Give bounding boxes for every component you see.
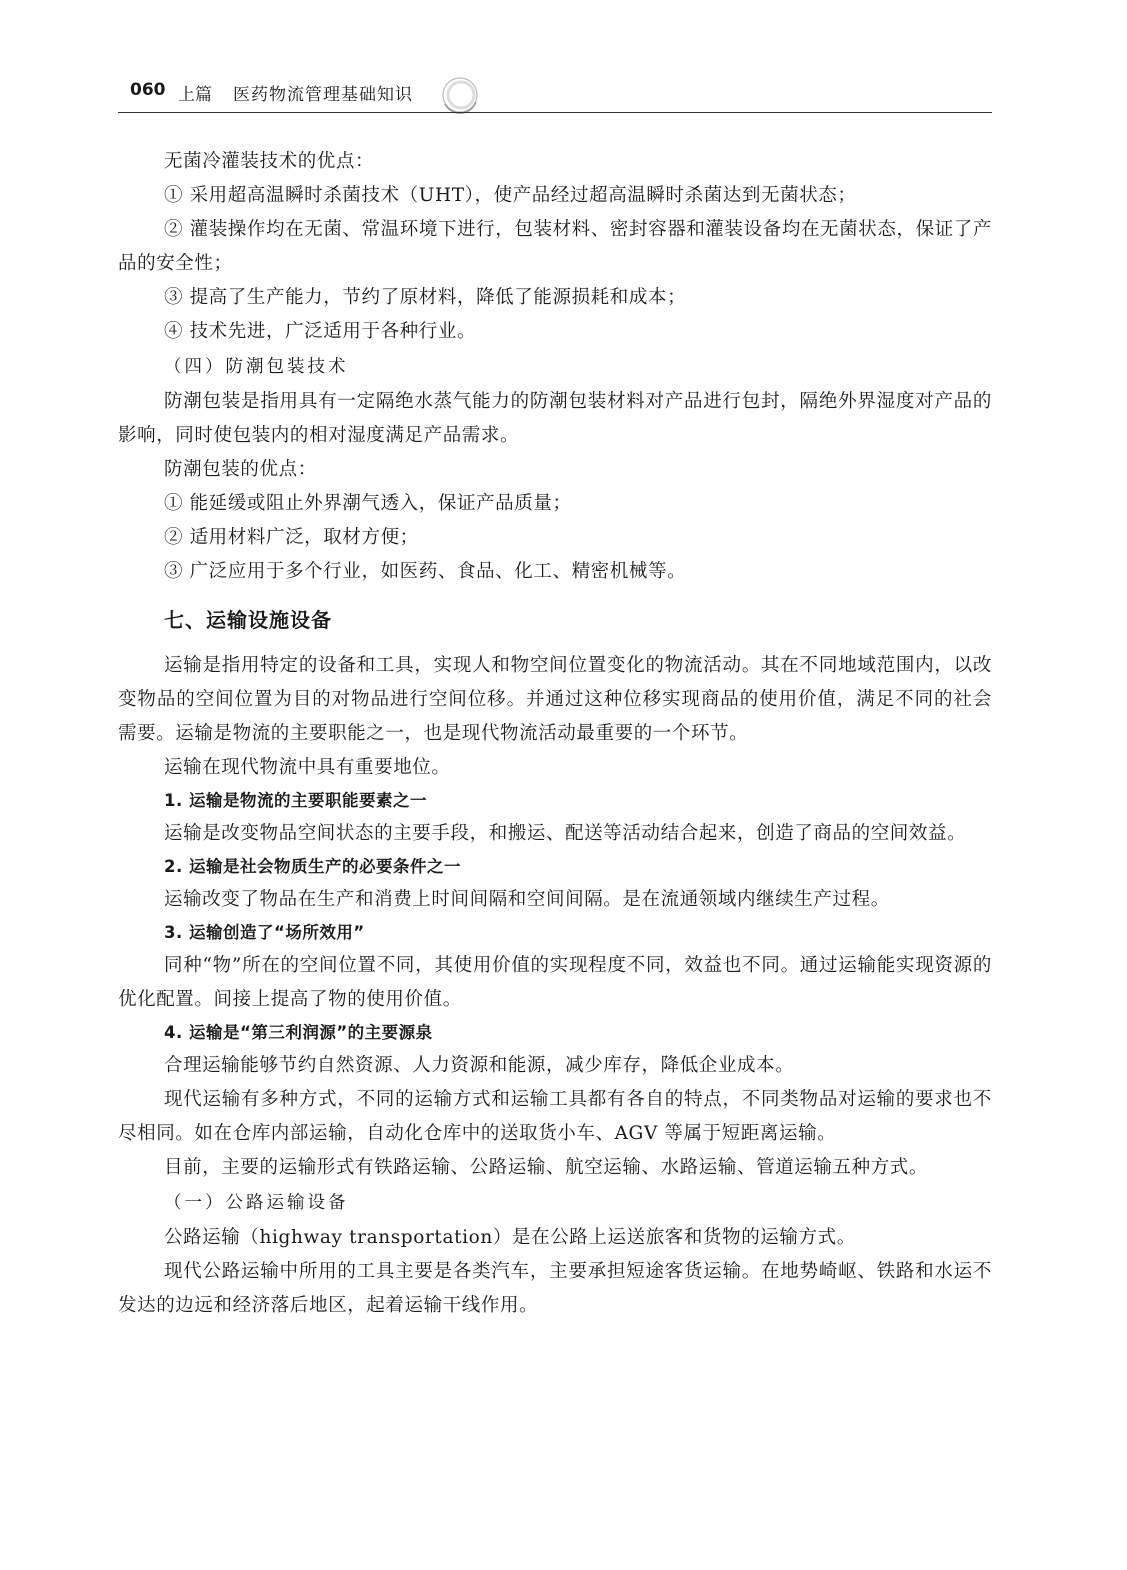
list-item: ③ 提高了生产能力，节约了原材料，降低了能源损耗和成本； <box>164 287 687 308</box>
paragraph: 合理运输能够节约自然资源、人力资源和能源，减少库存，降低企业成本。 <box>164 1055 795 1076</box>
paragraph: 运输是改变物品空间状态的主要手段，和搬运、配送等活动结合起来，创造了商品的空间效益。 <box>164 823 967 844</box>
page-header <box>118 72 992 112</box>
list-item: ① 能延缓或阻止外界潮气透入，保证产品质量； <box>164 493 572 514</box>
part-label: 上篇 <box>178 85 212 105</box>
list-item: ② 灌装操作均在无菌、常温环境下进行，包装材料、密封容器和灌装设备均在无菌状态，保证了产品的安全性； <box>118 219 992 274</box>
list-item: ③ 广泛应用于多个行业，如医药、食品、化工、精密机械等。 <box>164 561 687 582</box>
list-item: ② 适用材料广泛，取材方便； <box>164 527 419 548</box>
numbered-heading: 3. 运输创造了“场所效用” <box>164 923 365 942</box>
subsection-heading: （一）公路运输设备 <box>164 1193 349 1213</box>
page-body <box>118 145 992 1323</box>
header-ornament-icon <box>436 74 484 114</box>
paragraph: 现代公路运输中所用的工具主要是各类汽车，主要承担短途客货运输。在地势崎岖、铁路和水运不发达的边远和经济落后地区，起着运输干线作用。 <box>118 1261 992 1316</box>
subsection-heading: （四）防潮包装技术 <box>164 357 349 377</box>
list-item: ④ 技术先进，广泛适用于各种行业。 <box>164 321 477 342</box>
book-title: 医药物流管理基础知识 <box>233 85 413 105</box>
paragraph: 无菌冷灌装技术的优点： <box>164 151 375 172</box>
paragraph: 同种“物”所在的空间位置不同，其使用价值的实现程度不同，效益也不同。通过运输能实现资源的优化配置。间接上提高了物的使用价值。 <box>118 955 992 1010</box>
paragraph: 运输改变了物品在生产和消费上时间间隔和空间间隔。是在流通领域内继续生产过程。 <box>164 889 890 910</box>
numbered-heading: 2. 运输是社会物质生产的必要条件之一 <box>164 857 461 876</box>
paragraph: 公路运输（highway transportation）是在公路上运送旅客和货物的运输方式。 <box>164 1227 856 1248</box>
paragraph: 运输是指用特定的设备和工具，实现人和物空间位置变化的物流活动。其在不同地域范围内，以改变物品的空间位置为目的对物品进行空间位移。并通过这种位移实现商品的使用价值，满足不同的社会需要。运输是物流的主要职能之一，也是现代物流活动最重要的一个环节。 <box>118 655 992 744</box>
header-rule <box>118 112 992 113</box>
paragraph: 防潮包装是指用具有一定隔绝水蒸气能力的防潮包装材料对产品进行包封，隔绝外界湿度对产品的影响，同时使包装内的相对湿度满足产品需求。 <box>118 391 992 446</box>
page-number: 060 <box>130 80 166 100</box>
paragraph: 现代运输有多种方式，不同的运输方式和运输工具都有各自的特点，不同类物品对运输的要求也不尽相同。如在仓库内部运输，自动化仓库中的送取货小车、AGV 等属于短距离运输。 <box>118 1089 992 1144</box>
paragraph: 防潮包装的优点： <box>164 459 317 480</box>
section-heading: 七、运输设施设备 <box>164 608 332 632</box>
list-item: ① 采用超高温瞬时杀菌技术（UHT），使产品经过超高温瞬时杀菌达到无菌状态； <box>164 185 857 206</box>
numbered-heading: 4. 运输是“第三利润源”的主要源泉 <box>164 1023 433 1042</box>
numbered-heading: 1. 运输是物流的主要职能要素之一 <box>164 791 427 810</box>
paragraph: 运输在现代物流中具有重要地位。 <box>164 757 451 778</box>
paragraph: 目前，主要的运输形式有铁路运输、公路运输、航空运输、水路运输、管道运输五种方式。 <box>164 1157 929 1178</box>
